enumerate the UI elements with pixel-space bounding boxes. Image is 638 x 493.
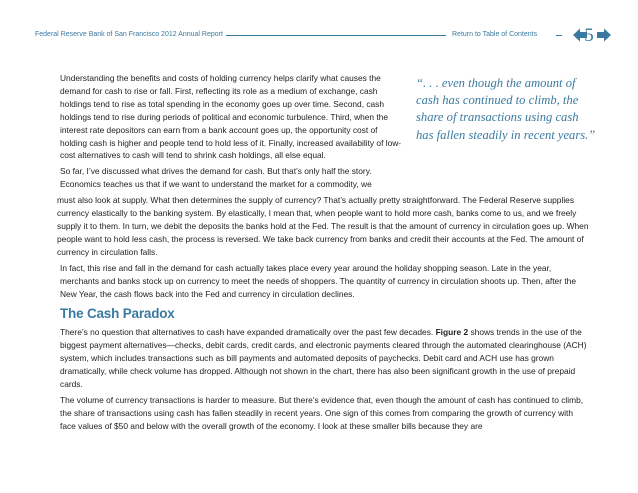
- return-to-contents-link[interactable]: Return to Table of Contents: [452, 31, 538, 38]
- paragraph-alternatives: [60, 326, 590, 391]
- report-title: Federal Reserve Bank of San Francisco 2012 Annual Report: [35, 31, 223, 38]
- paragraph-alternatives-text-cont: shows trends in the use of the biggest payment alternatives—checks, debit cards, credit cards, and electronic payments cleared through the automated clearinghouse (ACH) system, which includes transactions such as bill payments and automated deposits of paychecks. Debit card and ACH use has grown dramatically, while check volume has dropped. Although not shown in the chart, there has also been significant growth in the use of prepaid cards.: [60, 327, 587, 389]
- paragraph-currency-volume: The volume of currency transactions is harder to measure. But there’s evidence that, even though the amount of cash has continued to climb, the share of transactions using cash has fallen steadily in recent years. One sign of this comes from comparing the growth of currency with face values of $50 and below with the overall growth of the economy. I look at these smaller bills because they are: [60, 394, 584, 431]
- header-rule-short: [556, 35, 562, 36]
- paragraph-demand-factors: Understanding the benefits and costs of holding currency helps clarify what causes the demand for cash to rise or fall. First, reflecting its role as a medium of exchange, cash holdings tend to rise as total spending in the economy goes up over time. Second, cash holdings tend to rise during periods of political and economic turbulence. Third, when the interest rate depositors can earn from a bank account goes up, the opportunity cost of holding cash is higher and people tend to hold less of it. Finally, increased availability of low-cost alternatives to cash will tend to shrink cash holdings, all else equal.: [60, 73, 402, 161]
- paragraph-supply: must also look at supply. What then determines the supply of currency? That’s actually pretty straightforward. The Federal Reserve supplies currency elastically to the banking system. By elastically, I mean that, when people want to hold more cash, banks come to us, and we freely supply it to them. In turn, we debit the deposits the banks hold at the Fed. The result is that the amount of currency in circulation goes up. When people want to hold less cash, the process is reversed. We take back currency from banks and credit their accounts at the Fed. The amount of currency in circulation falls.: [57, 195, 589, 257]
- paragraph-holiday: In fact, this rise and fall in the demand for cash actually takes place every year around the holiday shopping season. Late in the year, merchants and banks stock up on currency to meet the needs of shoppers. The quantity of currency in circulation shoots up. Then, after the New Year, the cash flows back into the Fed and currency in circulation declines.: [60, 262, 576, 299]
- page-number: 5: [584, 25, 594, 46]
- article-body: [57, 72, 590, 436]
- page-header: [0, 0, 638, 70]
- header-rule: [226, 35, 446, 36]
- section-heading: The Cash Paradox: [60, 306, 175, 322]
- paragraph-alternatives-text: There’s no question that alternatives to cash have expanded dramatically over the past few decades.: [60, 327, 434, 338]
- next-page-arrow-icon[interactable]: [596, 27, 612, 43]
- paragraph-supply-intro: So far, I’ve discussed what drives the demand for cash. But that’s only half the story. Economics teaches us that if we want to understand the market for a commodity, we: [60, 166, 372, 190]
- pull-quote: “. . . even though the amount of cash has continued to climb, the share of transactions using cash has fallen steadily in recent years.”: [416, 76, 596, 142]
- figure-2-reference: Figure 2: [435, 327, 469, 338]
